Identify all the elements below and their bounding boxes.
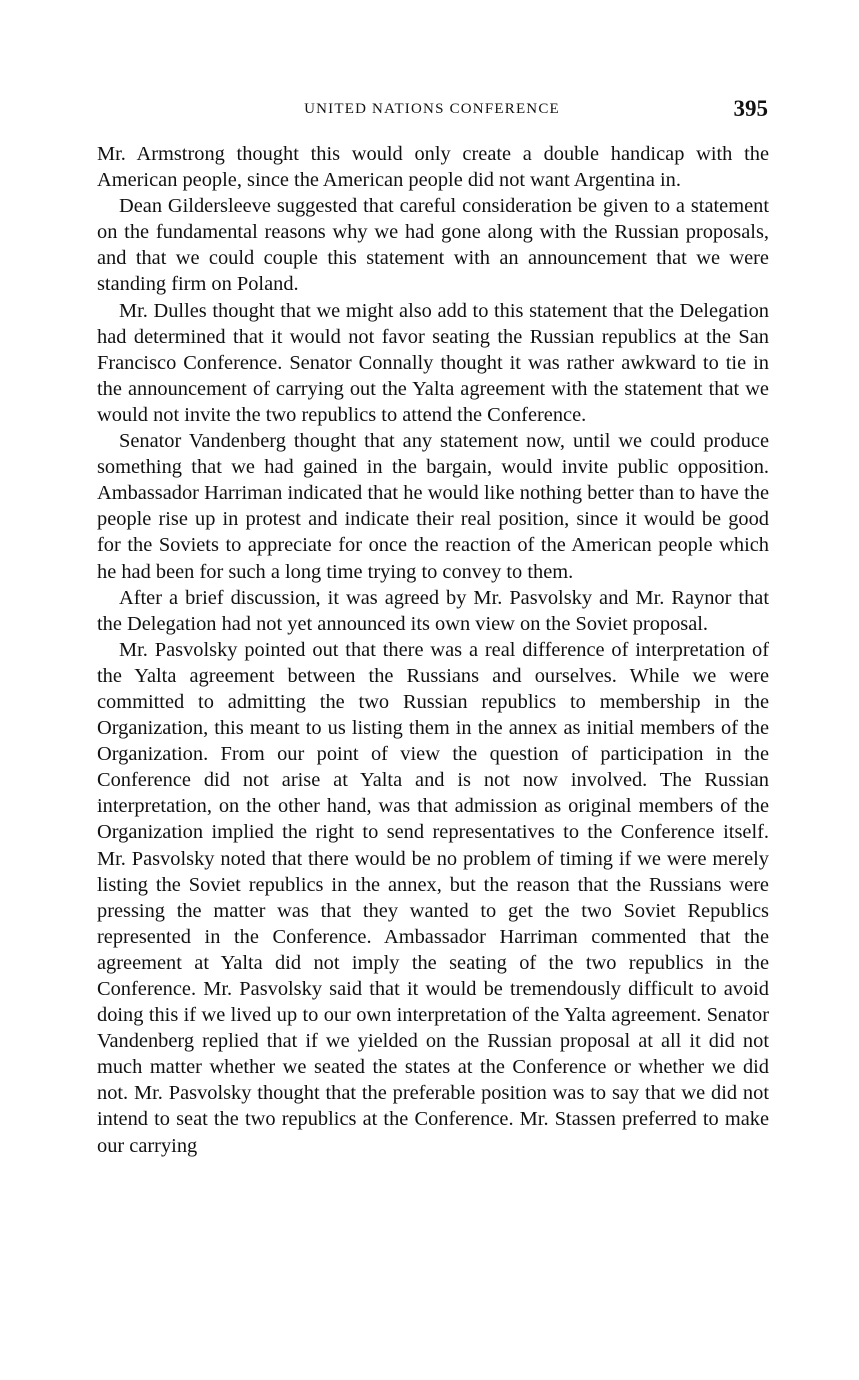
running-title: UNITED NATIONS CONFERENCE [304, 101, 560, 117]
paragraph-dulles: Mr. Dulles thought that we might also add to this statement that the Delegation had determined that it would not favor seating the Russian republics at the San Francisco Conference. Senator Connally thought it was rather awkward to tie in the announcement of carrying out the Yalta agreement with the statement that we would not invite the two republics to attend the Conference. [97, 299, 769, 426]
page-number: 395 [733, 96, 768, 121]
running-header [96, 96, 768, 124]
paragraph-pasvolsky: Mr. Pasvolsky pointed out that there was a real difference of interpretation of the Yalta agreement between the Russians and ourselves. While we were committed to admitting the two Russian republics to membership in the Organization, this meant to us listing them in the annex as initial members of the Organization. From our point of view the question of participation in the Conference did not arise at Yalta and is not now involved. The Russian interpretation, on the other hand, was that admission as original members of the Organization implied the right to send representatives to the Conference itself. Mr. Pasvolsky noted that there would be no problem of timing if we were merely listing the Soviet republics in the annex, but the reason that the Russians were pressing the matter was that they wanted to get the two Soviet Republics represented in the Conference. Ambassador Harriman commented that the agreement at Yalta did not imply the seating of the two republics in the Conference. Mr. Pasvolsky said that it would be tremendously difficult to avoid doing this if we lived up to our own interpretation of the Yalta agreement. Senator Vandenberg replied that if we yielded on the Russian proposal at all it did not much matter whether we seated the states at the Conference or whether we did not. Mr. Pasvolsky thought that the preferable position was to say that we did not intend to seat the two republics at the Conference. Mr. Stassen preferred to make our carrying [97, 638, 769, 1157]
body-text [97, 141, 769, 1159]
paragraph-brief-discussion: After a brief discussion, it was agreed by Mr. Pasvolsky and Mr. Raynor that the Delegation had not yet announced its own view on the Soviet proposal. [97, 586, 769, 635]
paragraph-vandenberg: Senator Vandenberg thought that any statement now, until we could produce something that we had gained in the bargain, would invite public opposition. Ambassador Harriman indicated that he would like nothing better than to have the people rise up in protest and indicate their real position, since it would be good for the Soviets to appreciate for once the reaction of the American people which he had been for such a long time trying to convey to them. [97, 430, 769, 583]
paragraph-gildersleeve: Dean Gildersleeve suggested that careful consideration be given to a statement on the fundamental reasons why we had gone along with the Russian proposals, and that we could couple this statement with an announcement that we were standing firm on Poland. [97, 195, 769, 296]
paragraph-armstrong: Mr. Armstrong thought this would only create a double handicap with the American people, since the American people did not want Argentina in. [97, 143, 769, 192]
